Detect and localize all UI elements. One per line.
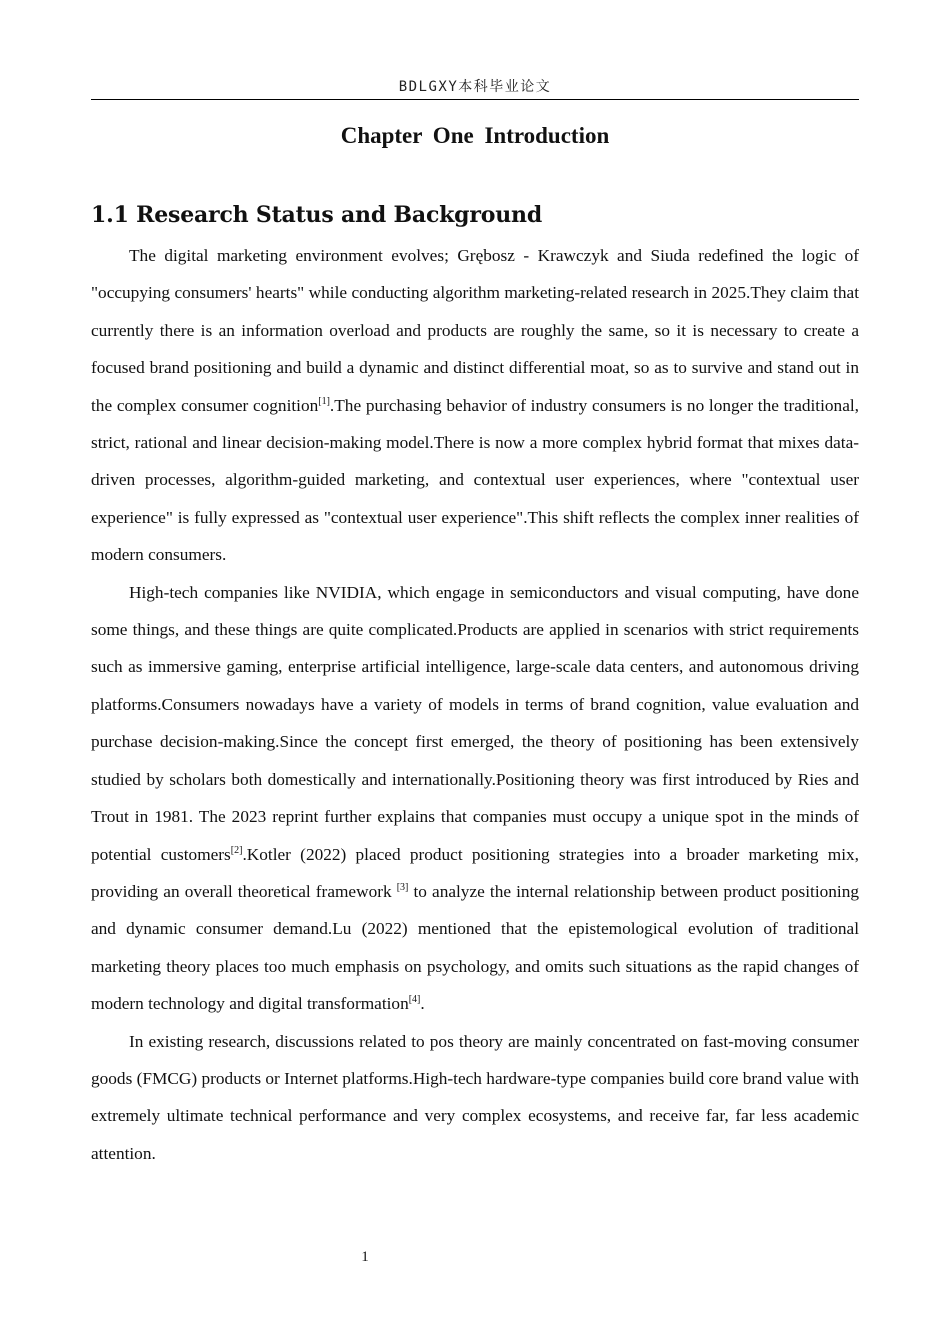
page-number: 1: [361, 1249, 369, 1265]
section-title: 1.1 Research Status and Background: [91, 202, 542, 228]
citation-marker[interactable]: [4]: [408, 994, 421, 1006]
paragraph-text: In existing research, discussions related to pos theory are mainly concentrated on fast-moving consumer goods (FMCG) products or Internet platforms.High-tech hardware-type companies build core brand value with extremely ultimate technical performance and very complex ecosystems, and receive far, far less academic attention.: [91, 1031, 859, 1163]
paragraph-1: [91, 237, 859, 574]
paragraph-text: .Kotler (2022) placed product positioning strategies into a broader marketing mix, providing an overall theoretical framework: [91, 844, 859, 901]
citation-marker[interactable]: [2]: [230, 844, 243, 856]
paragraph-3: [91, 1023, 859, 1173]
paragraph-2: [91, 574, 859, 1023]
paragraph-text: High-tech companies like NVIDIA, which engage in semiconductors and visual computing, have done some things, and these things are quite complicated.Products are applied in scenarios with strict requirements such as immersive gaming, enterprise artificial intelligence, large-scale data centers, and autonomous driving platforms.Consumers nowadays have a variety of models in terms of brand cognition, value evaluation and purchase decision-making.Since the concept first emerged, the theory of positioning has been extensively studied by scholars both domestically and internationally.Positioning theory was first introduced by Ries and Trout in 1981. The 2023 reprint further explains that companies must occupy a unique spot in the minds of potential customers: [91, 582, 859, 864]
citation-marker[interactable]: [3]: [396, 882, 409, 894]
header-rule: [91, 99, 859, 100]
citation-marker[interactable]: [1]: [318, 395, 330, 407]
body-text: [91, 237, 859, 1172]
running-header: BDLGXY本科毕业论文: [398, 79, 552, 95]
paragraph-text: .: [420, 994, 425, 1014]
chapter-title: Chapter One Introduction: [340, 123, 610, 148]
paragraph-text: The digital marketing environment evolves; Grębosz - Krawczyk and Siuda redefined the logic of "occupying consumers' hearts" while conducting algorithm marketing-related research in 2025.They claim that currently there is an information overload and products are roughly the same, so it is necessary to create a focused brand positioning and build a dynamic and distinct differential moat, so as to survive and stand out in the complex consumer cognition: [91, 246, 859, 415]
paragraph-text: to analyze the internal relationship between product positioning and dynamic consumer demand.Lu (2022) mentioned that the epistemological evolution of traditional marketing theory places too much emphasis on psychology, and omits such situations as the rapid changes of modern technology and digital transformation: [91, 881, 859, 1014]
paragraph-text: .The purchasing behavior of industry consumers is no longer the traditional, strict, rational and linear decision-making model.There is now a more complex hybrid format that mixes data-driven processes, algorithm-guided marketing, and contextual user experiences, where "contextual user experience" is fully expressed as "contextual user experience".This shift reflects the complex inner realities of modern consumers.: [91, 395, 859, 565]
